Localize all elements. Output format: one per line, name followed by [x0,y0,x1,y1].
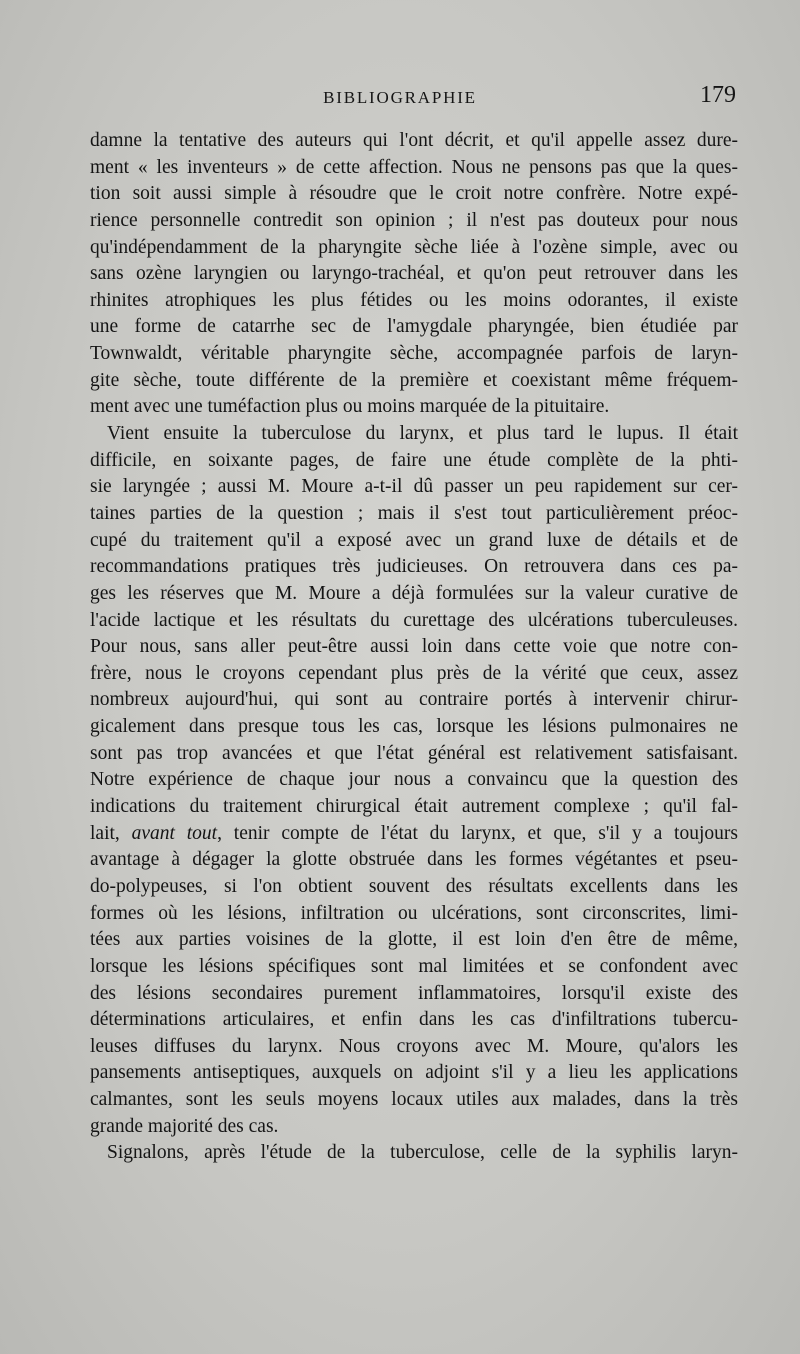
text-line: sie laryngée ; aussi M. Moure a-t-il dû passer un peu rapidement sur cer- [90,476,738,498]
text-line: Pour nous, sans aller peut-être aussi loin dans cette voie que notre con- [90,636,738,658]
text-line: des lésions secondaires purement inflammatoires, lorsqu'il existe des [90,982,738,1004]
italic-emphasis: avant tout [131,822,218,844]
page-header [0,82,800,116]
page-number: 179 [700,82,736,108]
text-line: Signalons, après l'étude de la tuberculose, celle de la syphilis laryn- [107,1142,738,1164]
text-line: sont pas trop avancées et que l'état général est relativement satisfaisant. [90,742,738,764]
text-line: avantage à dégager la glotte obstruée dans les formes végétantes et pseu- [90,849,738,871]
text-line: damne la tentative des auteurs qui l'ont décrit, et qu'il appelle assez dure- [90,130,738,151]
text-line: do-polypeuses, si l'on obtient souvent des résultats excellents dans les [90,875,738,897]
text-line: rience personnelle contredit son opinion ; il n'est pas douteux pour nous [90,209,738,231]
text-line: une forme de catarrhe sec de l'amygdale pharyngée, bien étudiée par [90,316,738,338]
text-line: frère, nous le croyons cependant plus près de la vérité que ceux, assez [90,662,738,684]
text-line: pansements antiseptiques, auxquels on adjoint s'il y a lieu les applications [90,1062,738,1084]
text-line: gicalement dans presque tous les cas, lorsque les lésions pulmonaires ne [90,716,738,738]
text-line: tion soit aussi simple à résoudre que le croit notre confrère. Notre expé- [90,183,738,205]
text-line: lorsque les lésions spécifiques sont mal limitées et se confondent avec [90,955,738,977]
text-line: indications du traitement chirurgical était autrement complexe ; qu'il fal- [90,796,738,818]
text-line: difficile, en soixante pages, de faire une étude complète de la phti- [90,449,738,471]
text-line: calmantes, sont les seuls moyens locaux utiles aux malades, dans la très [90,1089,738,1111]
text-line-with-italic: lait, avant tout, tenir compte de l'état du larynx, et que, s'il y a toujours [90,822,738,844]
text-line: leuses diffuses du larynx. Nous croyons avec M. Moure, qu'alors les [90,1035,738,1057]
text-line: qu'indépendamment de la pharyngite sèche liée à l'ozène simple, avec ou [90,236,738,258]
text-line: Notre expérience de chaque jour nous a convaincu que la question des [90,769,738,791]
text-line: taines parties de la question ; mais il s'est tout particulièrement préoc- [90,502,738,524]
text-line: rhinites atrophiques les plus fétides ou les moins odorantes, il existe [90,289,738,311]
text-line: tées aux parties voisines de la glotte, il est loin d'en être de même, [90,929,738,951]
text-line: cupé du traitement qu'il a exposé avec un grand luxe de détails et de [90,529,738,551]
text-line: Townwaldt, véritable pharyngite sèche, accompagnée parfois de laryn- [90,343,738,365]
text-line: déterminations articulaires, et enfin dans les cas d'infiltrations tubercu- [90,1009,738,1031]
text-line: grande majorité des cas. [90,1115,279,1137]
text-line: gite sèche, toute différente de la première et coexistant même fréquem- [90,369,738,391]
text-line: formes où les lésions, infiltration ou ulcérations, sont circonscrites, limi- [90,902,738,924]
text-line: Vient ensuite la tuberculose du larynx, et plus tard le lupus. Il était [107,423,738,445]
text-line: sans ozène laryngien ou laryngo-trachéal, et qu'on peut retrouver dans les [90,263,738,285]
text-line: ges les réserves que M. Moure a déjà formulées sur la valeur curative de [90,582,738,604]
text-line: l'acide lactique et les résultats du curettage des ulcérations tuberculeuses. [90,609,738,631]
text-line: ment « les inventeurs » de cette affection. Nous ne pensons pas que la ques- [90,156,738,178]
text-line: nombreux aujourd'hui, qui sont au contraire portés à intervenir chirur- [90,689,738,711]
running-head: BIBLIOGRAPHIE [323,88,477,107]
text-line: ment avec une tuméfaction plus ou moins marquée de la pituitaire. [90,396,610,418]
text-line: recommandations pratiques très judicieuses. On retrouvera dans ces pa- [90,556,738,578]
body-text [90,128,738,1167]
